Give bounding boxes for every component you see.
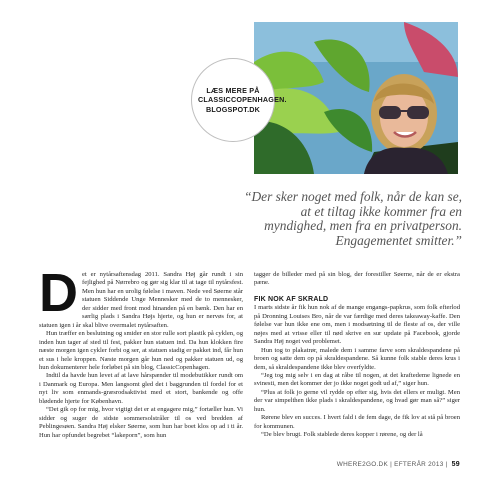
badge-text: LÆS MERE PÅ CLASSICCOPENHAGEN. BLOGSPOT.DK [198, 85, 287, 114]
first-paragraph-text: et er nytårsaftensdag 2011. Sandra Høj går rundt i sin fejlighed på Nørrebro og gør sig klar til at tage til nytårsfest. Men hun har en urolig følelse i maven. Nede ved Søerne står statuen Siddende Unge Mennesker med de to mennesker, der sidder med front mod hinanden på en bænk. Den har en særlig plads i Sandra Højs hjerte, og hun er nervøs for, at statuen igen i år skal blive overmalet nytårsaften. [39, 271, 243, 329]
article-paragraph: “De blev brugt. Folk stablede deres kopper i rørene, og der lå [261, 431, 423, 439]
section-subheading: FIK NOK AF SKRALD [254, 295, 329, 303]
drop-cap: D [39, 263, 78, 323]
article-paragraph: Rørene blev en succes. I hvert fald i de fem dage, de fik lov at stå på broen for kommunen. [254, 414, 460, 430]
article-paragraph [39, 263, 243, 330]
article-paragraph: “Plus at folk jo gerne vil rydde op efter sig, hvis det ellers er muligt. Men der var simpelthen ikke plads i skraldespandene, og hvad gør man så?” siger hun. [254, 388, 460, 413]
footer-text: WHERE2GO.DK | EFTERÅR 2013 | [336, 461, 448, 468]
article-column-left [39, 263, 243, 440]
article-paragraph: Hun tog to plakatrør, malede dem i samme farve som skraldespandene på broen og satte dem op på skraldespandene. Så kunne folk stable deres krus i dem, så skraldespandene ikke blev overfyldte. [254, 346, 460, 371]
article-paragraph: Indtil da havde hun levet af at lave hårspænder til modebutikker rundt om i Danmark og Europa. Men langsomt gled det i baggrunden til fordel for et nyt liv som enmands-græsrodsaktivist med et stort, bankende og offe blødende hjerte for København. [39, 372, 243, 405]
page-footer [337, 461, 460, 468]
article-column-right [254, 271, 460, 440]
blog-link-badge[interactable] [191, 58, 287, 142]
article-paragraph: Hun træffer en beslutning og smider en stor rulle sort plastik på cyklen, og inden hun tager af sted til fest, pakker hun statuen ind. Da hun klokken fire næste morgen igen cykler forbi og ser, at statuen stadig er pakket ind, får hun et sus i hele kroppen. Næste morgen går hun ned og pakker statuen ud, og hun dokumenterer hele forløbet på sin blog, ClassicCopenhagen. [39, 330, 243, 371]
pull-quote: “Der sker noget med folk, når de kan se, at et tiltag ikke kommer fra en myndighed, men fra en privatperson. Engagementet smitter.” [244, 189, 462, 248]
article-paragraph: “Jeg tog mig selv i en dag at råbe til nogen, at det kraftedeme lignede en svinesti, men det kommer der jo ikke noget godt ud af,” siger hun. [254, 371, 460, 388]
article-paragraph: I marts sidste år fik hun nok af de mange engangs-papkrus, som folk efterlod på Dronning Louises Bro, når de var færdige med deres takeaway-kaffe. Den følelse var hun ikke ene om, men i modsætning til de fleste af os, der ville nøjes med at vrisse eller til nød skrive en sur update på Facebook, gjorde Sandra Høj noget ved problemet. [254, 304, 460, 346]
article-paragraph: tagger de billeder med på sin blog, der forestiller Søerne, når de er ekstra pæne. [254, 271, 460, 287]
page-number: 59 [451, 461, 460, 468]
article-paragraph: “Det gik op for mig, hvor vigtigt det er at engagere mig,” fortæller hun. Vi sidder og suger de sidste sommersolstråler til os ved bredden af Peblingesøen. Sandra Høj elsker Søerne, som hun har boet klos op ad i ti år. Hun har opfundet begrebet “lakeporn”, som hun [39, 406, 243, 439]
